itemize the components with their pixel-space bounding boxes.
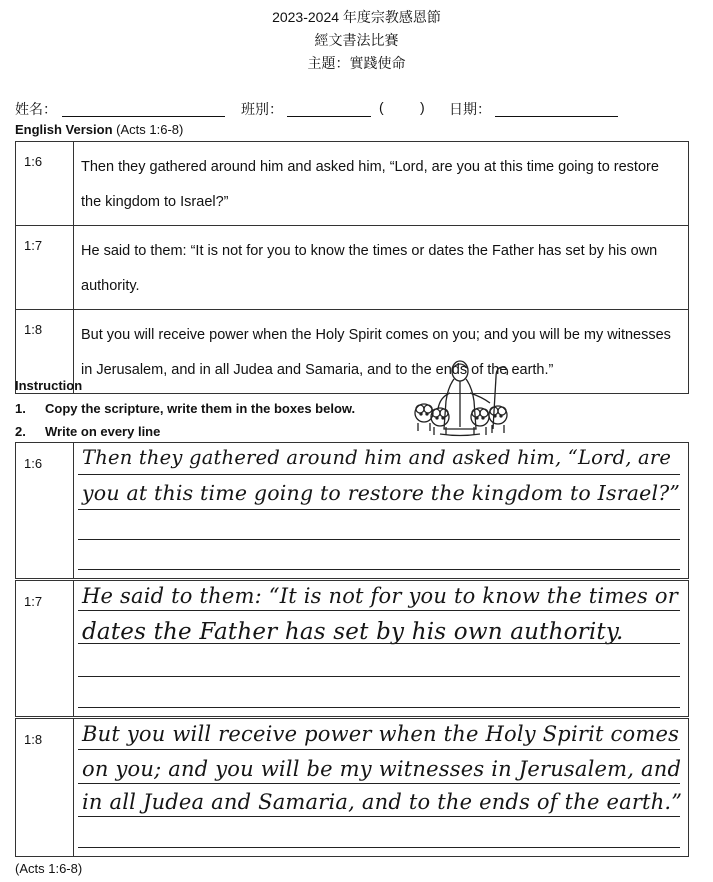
instruction-item xyxy=(15,401,355,416)
writing-box-1-8[interactable] xyxy=(15,718,689,857)
instruction-text: Write on every line xyxy=(45,424,161,439)
table-row xyxy=(16,142,689,226)
writing-line[interactable] xyxy=(78,847,680,848)
class-number-paren-open: ( xyxy=(379,99,384,115)
handwritten-line: But you will receive power when the Holy Spirit comes xyxy=(82,722,680,746)
shepherd-with-sheep-illustration xyxy=(410,357,510,439)
writing-box-1-7[interactable] xyxy=(15,580,689,717)
box-divider xyxy=(73,581,74,716)
writing-line[interactable] xyxy=(78,749,680,750)
writing-box-1-6[interactable] xyxy=(15,442,689,579)
writing-line[interactable] xyxy=(78,569,680,570)
writing-line[interactable] xyxy=(78,539,680,540)
class-label: 班別： xyxy=(241,101,283,117)
handwritten-line: He said to them: “It is not for you to know the times or xyxy=(82,584,678,608)
table-row xyxy=(16,310,689,394)
verse-number: 1:7 xyxy=(16,226,74,310)
header-line-2: 經文書法比賽 xyxy=(314,32,399,48)
verse-number: 1:8 xyxy=(16,310,74,394)
verse-number: 1:6 xyxy=(16,142,74,226)
verse-text: Then they gathered around him and asked him, “Lord, are you at this time going to restore the kingdom to Israel?” xyxy=(74,142,689,226)
english-version-label: English Version xyxy=(15,122,113,137)
handwritten-line: dates the Father has set by his own authority. xyxy=(82,619,624,645)
instruction-number: 2. xyxy=(15,424,26,439)
footer-reference: (Acts 1:6-8) xyxy=(15,861,83,876)
english-version-heading xyxy=(15,122,183,137)
instruction-item xyxy=(15,424,160,439)
instruction-title: Instruction xyxy=(15,378,83,393)
class-blank[interactable] xyxy=(287,116,371,117)
writing-line[interactable] xyxy=(78,474,680,475)
instruction-number: 1. xyxy=(15,401,26,416)
name-label: 姓名： xyxy=(15,101,57,117)
writing-line[interactable] xyxy=(78,783,680,784)
header-theme: 主題：實踐使命 xyxy=(307,55,406,71)
handwritten-line: Then they gathered around him and asked him, “Lord, are xyxy=(82,446,672,469)
writing-line[interactable] xyxy=(78,643,680,644)
writing-line[interactable] xyxy=(78,676,680,677)
english-version-ref: (Acts 1:6-8) xyxy=(116,122,184,137)
table-row xyxy=(16,226,689,310)
writing-line[interactable] xyxy=(78,610,680,611)
class-number-paren-close: ) xyxy=(420,99,425,115)
date-label: 日期： xyxy=(449,101,491,117)
header-line-1: 2023-2024 年度宗教感恩節 xyxy=(272,9,441,25)
verse-text: But you will receive power when the Holy Spirit comes on you; and you will be my witnesses in Jerusalem, and in all Judea and Samaria, and to the ends of the earth.” xyxy=(74,310,689,394)
writing-line[interactable] xyxy=(78,509,680,510)
box-divider xyxy=(73,719,74,856)
writing-verse-number: 1:6 xyxy=(24,456,43,471)
writing-verse-number: 1:8 xyxy=(24,732,43,747)
writing-verse-number: 1:7 xyxy=(24,594,43,609)
verse-text: He said to them: “It is not for you to know the times or dates the Father has set by his own authority. xyxy=(74,226,689,310)
writing-line[interactable] xyxy=(78,816,680,817)
handwritten-line: in all Judea and Samaria, and to the ends of the earth.” xyxy=(82,790,683,814)
scripture-table xyxy=(15,141,689,394)
handwritten-line: you at this time going to restore the kingdom to Israel?” xyxy=(82,481,681,505)
writing-line[interactable] xyxy=(78,707,680,708)
handwritten-line: on you; and you will be my witnesses in Jerusalem, and xyxy=(82,757,682,781)
date-blank[interactable] xyxy=(495,116,618,117)
instruction-text: Copy the scripture, write them in the boxes below. xyxy=(45,401,356,416)
name-blank[interactable] xyxy=(62,116,225,117)
box-divider xyxy=(73,443,74,578)
